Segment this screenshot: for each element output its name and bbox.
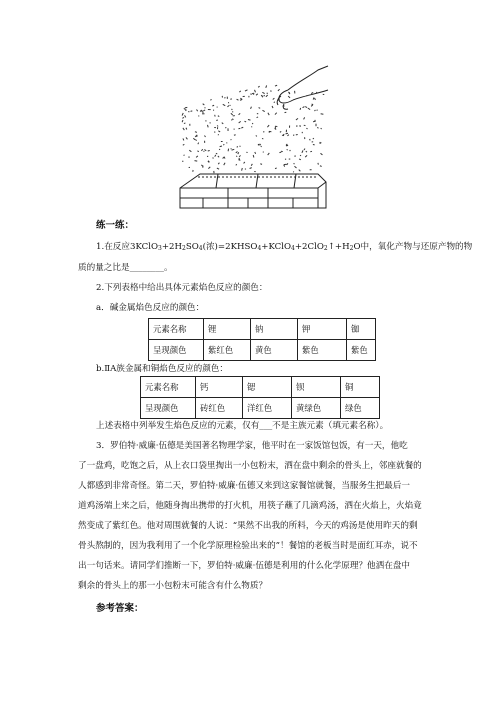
spark-mark xyxy=(288,96,291,99)
table-cell: 呈现颜色 xyxy=(141,398,196,419)
spark-mark xyxy=(250,93,252,94)
spark-mark xyxy=(182,117,184,119)
spark-mark xyxy=(304,125,306,126)
table-cell: 钙 xyxy=(196,377,243,398)
spark-mark xyxy=(207,156,208,157)
spark-mark xyxy=(230,98,232,99)
spark-mark xyxy=(236,156,238,158)
spark-mark xyxy=(257,113,258,114)
spark-mark xyxy=(196,156,198,158)
spark-mark xyxy=(293,163,295,165)
spark-mark xyxy=(202,103,204,105)
table-cell: 锂 xyxy=(204,319,251,340)
spark-mark xyxy=(233,115,235,116)
spark-mark xyxy=(237,152,239,154)
spark-mark xyxy=(221,141,223,142)
spark-mark xyxy=(269,131,270,133)
spark-mark xyxy=(204,135,206,137)
spark-mark xyxy=(260,163,262,165)
spark-mark xyxy=(184,115,186,117)
spark-mark xyxy=(254,171,255,172)
spark-mark xyxy=(230,105,231,106)
spark-mark xyxy=(203,109,205,111)
table-cell: 砖红色 xyxy=(196,398,243,419)
spark-mark xyxy=(289,150,291,152)
spark-mark xyxy=(251,126,252,127)
spark-mark xyxy=(262,92,265,94)
table-cell: 洋红色 xyxy=(243,398,292,419)
spark-mark xyxy=(241,168,243,171)
spark-mark xyxy=(231,109,233,111)
spark-mark xyxy=(214,131,215,132)
spark-mark xyxy=(231,113,234,116)
spark-mark xyxy=(312,141,314,142)
spark-mark xyxy=(197,142,199,144)
spark-mark xyxy=(303,117,305,120)
spark-mark xyxy=(213,171,214,173)
spark-mark xyxy=(209,122,210,123)
q2-conclusion: 上述表格中列举发生焰色反应的元素，仅有___不是主族元素（填元素名称）。 xyxy=(96,421,389,431)
spark-mark xyxy=(320,165,322,167)
spark-mark xyxy=(216,120,218,121)
spark-mark xyxy=(250,107,252,110)
spark-mark xyxy=(294,91,295,94)
spark-mark xyxy=(220,146,223,148)
spark-mark xyxy=(189,156,190,158)
table-cell: 元素名称 xyxy=(141,377,196,398)
spark-mark xyxy=(228,102,229,103)
spark-mark xyxy=(317,127,319,129)
spark-mark xyxy=(263,151,264,152)
spark-mark xyxy=(267,125,269,128)
table-cell: 紫色 xyxy=(298,340,347,361)
spark-mark xyxy=(214,127,216,128)
practice-heading: 练一练： xyxy=(96,220,135,231)
spark-mark xyxy=(296,118,299,120)
spark-mark xyxy=(186,137,188,140)
spark-mark xyxy=(316,109,318,110)
spark-mark xyxy=(198,115,199,116)
flame-test-illustration xyxy=(168,60,338,215)
spark-mark xyxy=(228,128,229,131)
spark-mark xyxy=(238,113,240,115)
table-cell: 锶 xyxy=(243,377,292,398)
spark-mark xyxy=(260,146,261,147)
spark-mark xyxy=(312,138,314,140)
spark-mark xyxy=(189,150,192,152)
spark-mark xyxy=(272,98,274,100)
spark-mark xyxy=(204,141,205,143)
q3-line: 了一盘鸡，吃饱之后，从上衣口袋里掏出一小包粉末，洒在盘中剩余的骨头上，邻座就餐的 xyxy=(78,461,422,471)
spark-mark xyxy=(289,92,290,93)
table-cell: 铜 xyxy=(341,377,380,398)
spark-mark xyxy=(196,109,198,111)
table-cell: 黄绿色 xyxy=(292,398,341,419)
spark-mark xyxy=(208,166,211,169)
spark-mark xyxy=(289,159,291,160)
spark-mark xyxy=(244,121,246,123)
spark-mark xyxy=(225,127,226,128)
q3-line: 道鸡汤端上来之后，他随身掏出携带的打火机，用筷子蘸了几滴鸡汤，洒在火焰上，火焰竟 xyxy=(78,501,422,511)
spark-mark xyxy=(231,119,232,120)
spark-mark xyxy=(227,105,229,107)
q2-intro: 2.下列表格中给出具体元素焰色反应的颜色： xyxy=(96,283,268,293)
table-cell: 呈现颜色 xyxy=(149,340,204,361)
spark-mark xyxy=(239,146,240,147)
spark-mark xyxy=(278,89,280,91)
spark-mark xyxy=(308,108,311,110)
table-cell: 钡 xyxy=(292,377,341,398)
table-row xyxy=(149,319,376,340)
spark-mark xyxy=(267,113,269,116)
spark-mark xyxy=(226,142,227,143)
q2-b-label: b.ⅡA族金属和铜焰色反应的颜色： xyxy=(96,364,228,374)
spark-mark xyxy=(219,149,220,150)
spark-mark xyxy=(262,138,264,139)
q3-line: 骨头熬制的，因为我利用了一个化学原理检验出来的”！餐馆的老板当时是面红耳赤，说不 xyxy=(78,541,418,551)
spark-mark xyxy=(296,125,297,127)
spark-mark xyxy=(313,144,315,145)
spark-mark xyxy=(184,108,186,110)
spark-mark xyxy=(218,130,220,132)
spark-mark xyxy=(320,153,323,155)
spark-mark xyxy=(275,167,277,169)
spark-mark xyxy=(263,95,265,97)
spark-mark xyxy=(301,150,303,153)
spark-mark xyxy=(183,154,185,155)
spark-mark xyxy=(214,115,215,117)
spark-mark xyxy=(182,120,184,122)
spark-mark xyxy=(320,128,322,130)
spark-mark xyxy=(305,151,307,153)
spark-mark xyxy=(270,90,271,92)
answer-heading: 参考答案： xyxy=(96,603,144,614)
spark-mark xyxy=(256,93,258,95)
spark-mark xyxy=(223,104,226,106)
spark-mark xyxy=(273,101,275,103)
spark-mark xyxy=(227,97,228,99)
spark-mark xyxy=(299,125,300,127)
spark-mark xyxy=(241,127,243,129)
spark-mark xyxy=(194,160,197,162)
q3-line: 然变成了紫红色。他对周围就餐的人说：“果然不出我的所料，今天的鸡汤是使用昨天的剩 xyxy=(78,521,418,531)
spark-mark xyxy=(239,90,241,92)
spark-mark xyxy=(195,131,197,133)
spark-mark xyxy=(314,110,316,112)
spark-mark xyxy=(305,155,308,157)
spark-mark xyxy=(294,155,295,157)
spark-mark xyxy=(251,164,253,166)
spark-mark xyxy=(197,150,199,152)
spark-mark xyxy=(189,167,190,168)
spark-mark xyxy=(222,96,223,98)
group2-flame-table xyxy=(140,376,380,419)
spark-mark xyxy=(245,168,247,170)
spark-mark xyxy=(321,113,324,114)
spark-mark xyxy=(284,112,286,113)
spark-mark xyxy=(300,108,302,110)
spark-mark xyxy=(235,151,237,153)
spark-mark xyxy=(314,98,316,100)
spark-mark xyxy=(275,112,278,115)
spark-mark xyxy=(217,168,220,170)
spark-mark xyxy=(231,148,232,149)
spark-mark xyxy=(201,149,203,151)
spark-mark xyxy=(279,152,281,153)
spark-mark xyxy=(193,138,195,140)
table-row xyxy=(149,340,376,361)
table-cell: 元素名称 xyxy=(149,319,204,340)
spark-mark xyxy=(283,106,285,107)
spark-mark xyxy=(224,97,225,99)
table-cell: 钾 xyxy=(298,319,347,340)
spark-mark xyxy=(302,106,304,108)
q3-line: 人都感到非常奇怪。第二天，罗伯特·威廉·伍德又来到这家餐馆就餐，当服务生把最后一 xyxy=(78,481,411,491)
spark-mark xyxy=(304,137,305,139)
spark-mark xyxy=(306,128,308,130)
spark-mark xyxy=(231,149,234,151)
spark-mark xyxy=(287,134,289,136)
spark-mark xyxy=(317,163,318,165)
spark-mark xyxy=(203,151,204,152)
spark-mark xyxy=(202,113,204,114)
spark-mark xyxy=(254,90,256,93)
spark-mark xyxy=(289,125,290,127)
spark-mark xyxy=(316,124,317,127)
spark-mark xyxy=(286,149,288,151)
spark-mark xyxy=(305,106,307,108)
spark-mark xyxy=(218,162,220,164)
spark-mark xyxy=(258,107,260,109)
spark-mark xyxy=(208,109,211,110)
spark-mark xyxy=(245,89,248,91)
spark-mark xyxy=(238,121,241,123)
spark-mark xyxy=(216,106,217,107)
spark-mark xyxy=(182,128,184,131)
spark-mark xyxy=(204,149,206,151)
spark-mark xyxy=(252,123,254,125)
q3-line: 出一句话来。请同学们推断一下，罗伯特·威廉·伍德是利用的什么化学原理？他洒在盘中 xyxy=(78,561,411,571)
spark-mark xyxy=(192,170,193,172)
spark-mark xyxy=(243,96,245,97)
spark-mark xyxy=(293,171,294,172)
table-cell: 铷 xyxy=(347,319,376,340)
q1-line2: 质的量之比是________。 xyxy=(78,263,173,273)
spark-mark xyxy=(208,150,210,151)
spark-mark xyxy=(248,119,251,121)
spark-mark xyxy=(235,164,237,166)
spark-mark xyxy=(214,155,216,157)
spark-mark xyxy=(272,106,274,109)
spark-mark xyxy=(262,110,265,112)
table-cell: 钠 xyxy=(251,319,298,340)
spark-mark xyxy=(300,155,302,157)
table-cell: 绿色 xyxy=(341,398,380,419)
table-row xyxy=(141,377,380,398)
table-cell: 紫色 xyxy=(347,340,376,361)
spark-mark xyxy=(186,128,188,130)
spark-mark xyxy=(265,85,267,88)
spark-mark xyxy=(310,169,312,170)
spark-mark xyxy=(202,112,203,113)
spark-mark xyxy=(246,152,247,153)
spark-mark xyxy=(188,111,189,112)
spark-mark xyxy=(218,134,219,135)
spark-mark xyxy=(254,152,256,154)
spark-mark xyxy=(228,149,229,152)
spark-mark xyxy=(190,110,192,111)
spark-mark xyxy=(285,133,288,135)
spark-mark xyxy=(253,155,255,158)
q1-line1: 1.在反应$3KClO_3+2H_2SO_4$(浓)$=2KHSO_4+KClO_4+2ClO_2↑+H_2O$中，氧化产物与还原产物的物 xyxy=(96,242,473,252)
spark-mark xyxy=(286,163,288,165)
spark-mark xyxy=(255,135,257,137)
spark-mark xyxy=(283,134,284,135)
spark-mark xyxy=(266,95,269,98)
spark-mark xyxy=(212,157,214,158)
spark-mark xyxy=(185,107,188,108)
spark-mark xyxy=(286,130,287,133)
spark-mark xyxy=(275,85,278,87)
spark-mark xyxy=(234,129,235,130)
spark-mark xyxy=(182,138,184,140)
spark-mark xyxy=(256,116,258,118)
spark-mark xyxy=(223,163,225,166)
spark-mark xyxy=(284,164,287,165)
spark-mark xyxy=(238,128,240,129)
spark-mark xyxy=(323,94,325,95)
spark-mark xyxy=(275,126,276,128)
spark-mark xyxy=(267,93,268,94)
spark-mark xyxy=(221,122,223,124)
spark-mark xyxy=(230,139,231,140)
spark-mark xyxy=(299,159,301,161)
table-row xyxy=(141,398,380,419)
spark-mark xyxy=(205,120,206,121)
spark-mark xyxy=(184,122,186,124)
spark-mark xyxy=(309,139,310,141)
q2-a-label: a．碱金属焰色反应的颜色： xyxy=(96,303,205,313)
spark-mark xyxy=(236,99,238,101)
spark-mark xyxy=(310,151,312,152)
q3-line: 剩余的骨头上的那一小包粉末可能含有什么物质？ xyxy=(78,581,268,591)
alkali-flame-table xyxy=(148,318,376,361)
spark-mark xyxy=(296,134,298,135)
spark-mark xyxy=(204,107,205,108)
spark-mark xyxy=(258,86,260,88)
table-cell: 黄色 xyxy=(251,340,298,361)
q3-line: 3．罗伯特·威廉·伍德是美国著名物理学家，他平时在一家饭馆包饭，有一天，他吃 xyxy=(96,441,408,451)
spark-mark xyxy=(267,153,269,156)
spark-mark xyxy=(249,167,252,169)
table-cell: 紫红色 xyxy=(204,340,251,361)
spark-mark xyxy=(213,110,214,111)
spark-mark xyxy=(294,166,297,169)
spark-mark xyxy=(218,115,220,117)
spark-mark xyxy=(285,159,286,160)
spark-mark xyxy=(217,127,218,129)
spark-mark xyxy=(212,105,214,107)
spark-mark xyxy=(239,155,241,157)
spark-mark xyxy=(217,156,219,158)
spark-mark xyxy=(216,153,218,155)
spark-mark xyxy=(258,144,259,146)
spark-mark xyxy=(217,125,219,127)
spark-mark xyxy=(248,96,249,98)
spark-mark xyxy=(263,131,264,132)
spark-mark xyxy=(183,144,185,146)
spark-mark xyxy=(189,124,190,126)
spark-mark xyxy=(293,134,294,136)
spark-mark xyxy=(210,99,212,101)
spark-mark xyxy=(232,111,233,112)
spark-mark xyxy=(302,132,303,133)
spark-mark xyxy=(234,134,236,135)
spark-mark xyxy=(207,125,209,128)
spark-mark xyxy=(182,113,184,116)
spark-mark xyxy=(304,148,306,150)
spark-mark xyxy=(223,144,225,146)
spark-mark xyxy=(182,161,183,162)
spark-mark xyxy=(298,169,300,171)
spark-mark xyxy=(243,162,245,164)
spark-mark xyxy=(261,95,263,97)
spark-mark xyxy=(236,146,238,148)
spark-mark xyxy=(280,131,282,133)
